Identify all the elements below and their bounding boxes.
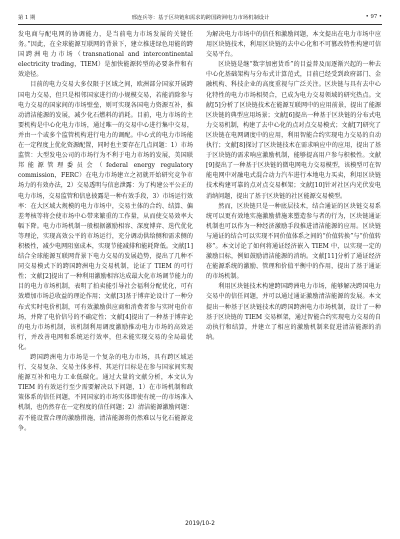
body-paragraph: 然而，区块链只是一种底层技术，结合通证的区块链交易系统可以更有效地实施激励措施来塑造参与者的行为，区块链通证机制也可以作为一种经济激励手段推进清洁能源的应用。区块链与通证的结合可以实现不同价值体系之间的“价值转换”与“价值转移”。本文讨论了如何将通证经济嵌入 TIEM 中，以实现一定的激励目标，例如鼓励清洁能源的消纳。文献[11]分析了通证经济在能源系统的激励、管理和价值平衡中的作用，提出了基于通证的市场机制。 (206, 202, 381, 281)
right-column (206, 30, 381, 510)
body-paragraph: 为解决电力市场中的信任和激励问题，本文提出在电力市场中应用区块链技术，利用区块链的去中心化和不可篡改特性构建可信交易平台。 (206, 31, 381, 59)
page-footer: 2019/10-2 (185, 521, 215, 527)
header-title: 邢连兵等：基于区块链和需求的跨国跨洲电力市场机制设计 (131, 15, 270, 21)
body-paragraph: 跨国跨洲电力市场是一个复杂的电力市场，具有跨区域运行、交易复杂、交易主体多样、其运行目标是在参与国家间实现能源互补和电力工业低碳化。通过大量的文献分析，本文认为 TIEM 的有效运行至少需要解决以下问题，1）在市场机制和政策体系的信任问题，不同国家的市场实体即使有统一的市场准入机制，也仍然存在一定程度的信任问题；2）清洁能源激励问题：若不能设置合理的激励措施，清洁能源将仍然难以与化石能源竞争。 (18, 354, 193, 432)
header-issue: 第 1 期 (18, 15, 36, 21)
header-page-number: • 97 • (365, 14, 382, 20)
left-column (18, 30, 193, 510)
body-paragraph: 发电商与配电网的协调能力，是当前电力市场发展的关键任务。”因此，在全球能源互联网的背景下，建立推进绿色用能的跨国跨洲电力市场（transnational and intercontinental electricity trading，TIEM）是加快能源转型的必要条件和有效途径。 (18, 31, 193, 79)
body-paragraph: 区块链是继“数字加密货币”的目益普及而逐渐兴起的一种去中心化基础架构与分布式计算范式，目前已经受到政府部门、金融机构、科技企业的高度重视与广泛关注。区块链与具有去中心化特性的电力市场相契合，已成为电力交易领域的研究热点。文献[5]分析了区块链技术在能源互联网中的应用前景，提出了能源区块链的典型应用场景；文献[6]提出一种基于区块链的分布式电力交易机制，构建了去中心化的点对点交易模式；文献[7]研究了区块链在电网调度中的应用，利用智能合约实现电力交易的自动执行；文献[8]探讨了区块链技术在需求响应中的应用，提出了基于区块链的需求响应激励机制，能够提高用户参与积极性。文献[9]提出了一种基于区块链的微电网电力交易模型，该模型可在智能电网中对融电式混合动力汽车进行本地电力买卖，利用区块链技术构建可靠的点对点交易框架；文献[10]针对社区内光伏发电消纳问题，提出了基于区块链的社区能源交易模型。 (206, 61, 381, 200)
page-header (18, 11, 382, 23)
body-paragraph: 目前的电力交易大多仅限于区域之间，欧洲部分国家开展跨国电力交易，但只是相邻国家进行的小规模交易，若能消除参与电力交易的国家间的市场壁垒，则可实现各国电力资源互补，推动清洁能源的发展，减少化石燃料的消耗。目前，电力市场的主要机构是中心化电力市场，通过唯一的交易中心进行集中交易，并由一个或多个监管机构进行电力的调配。中心式的电力市场能在一定程度上优化资源配置，同时也主要存在几点问题：1）市场监管：大型发电公司的市场行为不利于电力市场的发展，美国联邦能源管理委员会（federal energy regulatory commission，FERC）在电力市场建立之初就开始研究竞争市场力的有效办法，2）交易透明与信息泄露：为了构建公平公正的电力市场，交易监管和信息披露是一种有效手段，3）市场运行效率：在大区域大规模的电力市场中，交易主体的合约、结算、偏差考核等将会使市场中心带来繁重的工作量，从而使交易效率大幅下降。电力市场机制一般根据激励相容、深度博弈、迭代优化等理论，实现高效公平的市场运行，充分调动供给侧和需求侧的积极性，减少电网阻塞成本，实现节能减排和能耗降低。文献[1]结合全球能源互联网背景下电力交易的发展趋势，提出了几种不同交易模式下的跨国跨洲电力交易机制，论证了 TIEM 的可行性；文献[2]提出了一种利用激励相容达成最大化市场调节能力的目的电力市场机制，表明了拍卖能引导社会福利分配优化，可有效增加市场总收益的理论作用；文献[3]基于博弈论设计了一种分布式实时电价机制，可有效激励供应商和消费者参与实时电价市场，并降了电价信号的不确定性；文献[4]提出了一种基于博弈论的电力市场机制，该机制利用调度激励推动电力市场的高效运行，并改善电网和系统运行效率，但未能实现交易的全局最优化。 (18, 81, 193, 351)
header-rule (18, 24, 382, 25)
body-paragraph: 利用区块链技术构建跨国跨洲电力市场，能够解决跨国电力交易中的信任问题，并可以通过通证激励清洁能源的发展。本文提出一种基于区块链技术的跨国跨洲电力市场机制，设计了一种基于区块链的 TIEM 交易框架，通过智能合约实现电力交易的自动执行和结算，并建立了相应的激励机制来促进清洁能源的消纳。 (206, 283, 381, 341)
